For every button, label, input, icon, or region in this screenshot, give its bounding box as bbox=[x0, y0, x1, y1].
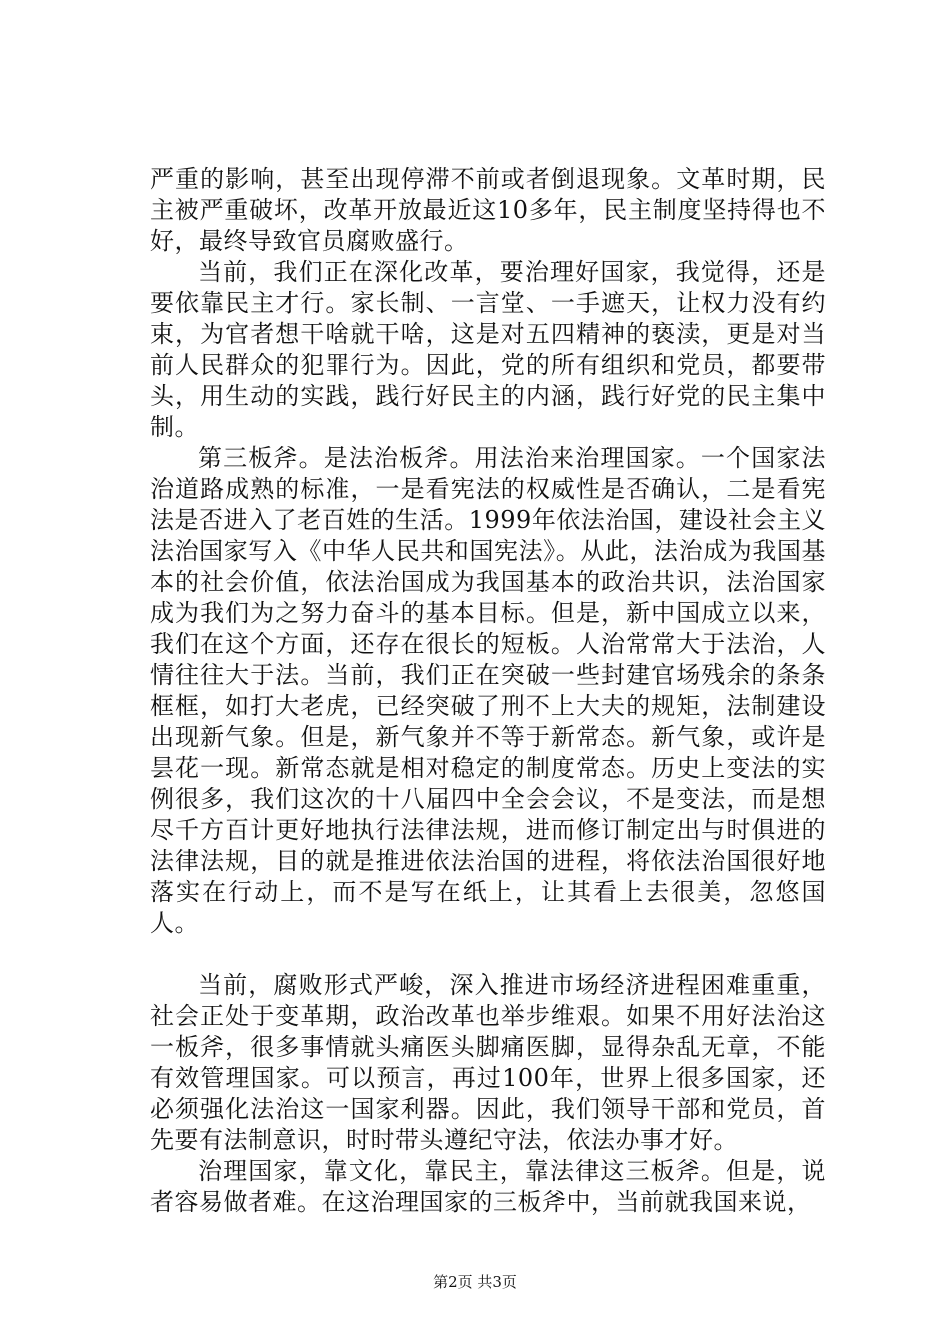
paragraph-corruption: 当前，腐败形式严峻，深入推进市场经济进程困难重重，社会正处于变革期，政治改革也举步维艰。如果不用好法治这一板斧，很多事情就头痛医头脚痛医脚，显得杂乱无章，不能有效管理国家。可以预言，再过100年，世界上很多国家，还必须强化法治这一国家利器。因此，我们领导干部和党员，首先要有法制意识，时时带头遵纪守法，依法办事才好。 bbox=[150, 971, 826, 1154]
paragraph-democracy: 当前，我们正在深化改革，要治理好国家，我觉得，还是要依靠民主才行。家长制、一言堂、一手遮天，让权力没有约束，为官者想干啥就干啥，这是对五四精神的亵渎，更是对当前人民群众的犯罪行为。因此，党的所有组织和党员，都要带头，用生动的实践，践行好民主的内涵，践行好党的民主集中制。 bbox=[150, 258, 826, 441]
page-footer: 第2页 共3页 bbox=[433, 1273, 517, 1291]
document-body bbox=[150, 164, 826, 1218]
paragraph-rule-of-law: 第三板斧。是法治板斧。用法治来治理国家。一个国家法治道路成熟的标准，一是看宪法的权威性是否确认，二是看宪法是否进入了老百姓的生活。1999年依法治国，建设社会主义法治国家写入《中华人民共和国宪法》。从此，法治成为我国基本的社会价值，依法治国成为我国基本的政治共识，法治国家成为我们为之努力奋斗的基本目标。但是，新中国成立以来，我们在这个方面，还存在很长的短板。人治常常大于法治，人情往往大于法。当前，我们正在突破一些封建官场残余的条条框框，如打大老虎，已经突破了刑不上大夫的规矩，法制建设出现新气象。但是，新气象并不等于新常态。新气象，或许是昙花一现。新常态就是相对稳定的制度常态。历史上变法的实例很多，我们这次的十八届四中全会会议，不是变法，而是想尽千方百计更好地执行法律法规，进而修订制定出与时俱进的法律法规，目的就是推进依法治国的进程，将依法治国很好地落实在行动上，而不是写在纸上，让其看上去很美，忽悠国人。 bbox=[150, 444, 826, 937]
paragraph-continuation: 严重的影响，甚至出现停滞不前或者倒退现象。文革时期，民主被严重破坏，改革开放最近这10多年，民主制度坚持得也不好，最终导致官员腐败盛行。 bbox=[150, 165, 826, 255]
paragraph-three-axes: 治理国家，靠文化，靠民主，靠法律这三板斧。但是，说者容易做者难。在这治理国家的三板斧中，当前就我国来说， bbox=[150, 1157, 826, 1216]
